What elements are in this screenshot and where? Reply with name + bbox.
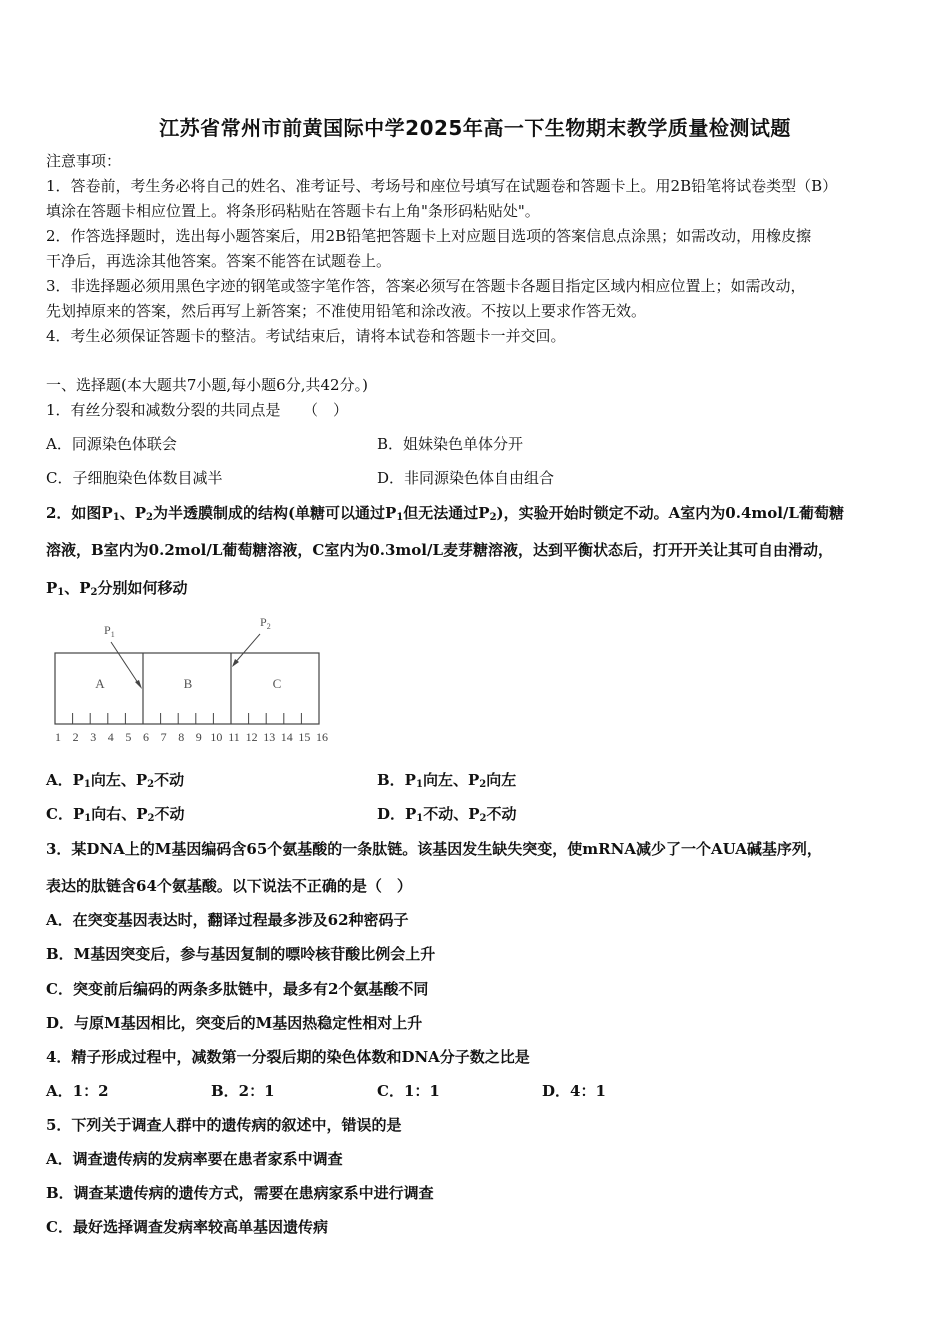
- option-d: D．$P_1$不动、$P_2$不动: [377, 805, 517, 824]
- question-stem: 2．如图$P_1$、$P_2$为半透膜制成的结构(单糖可以通过$P_1$但无法通过$P_2$)，实验开始时锁定不动。A室内为0.4mol/L葡萄糖: [46, 504, 844, 523]
- option-d: D．非同源染色体自由组合: [377, 469, 555, 487]
- ruler-number: 13: [263, 730, 276, 744]
- notice-line: 1．答卷前，考生务必将自己的姓名、准考证号、考场号和座位号填写在试题卷和答题卡上。用2B铅笔将试卷类型（B）: [46, 177, 838, 195]
- ruler-number: 4: [107, 730, 114, 744]
- ruler-number: 3: [90, 730, 97, 744]
- question-stem: 5．下列关于调查人群中的遗传病的叙述中，错误的是: [46, 1116, 402, 1134]
- ruler-number: 8: [178, 730, 185, 744]
- p1-label: $P_1$: [104, 623, 115, 639]
- notice-line: 干净后，再选涂其他答案。答案不能答在试题卷上。: [46, 252, 392, 270]
- ruler-number: 6: [143, 730, 149, 744]
- ruler-number: 9: [195, 730, 202, 744]
- option-a: A．1：2: [46, 1082, 109, 1100]
- ruler-number: 1: [55, 730, 61, 744]
- question-stem: $P_1$、$P_2$分别如何移动: [46, 579, 188, 598]
- p2-arrow: [234, 634, 260, 664]
- question-stem: 1．有丝分裂和减数分裂的共同点是 （ ）: [46, 401, 349, 419]
- option-c: C．最好选择调查发病率较高单基因遗传病: [46, 1218, 328, 1236]
- ruler-numbers: [55, 730, 328, 744]
- ruler-ticks: [73, 713, 302, 724]
- room-c-label: C: [272, 676, 282, 691]
- ruler-number: 5: [125, 730, 132, 744]
- membrane-chamber-diagram: [46, 610, 336, 750]
- option-b: B．M基因突变后，参与基因复制的嘌呤核苷酸比例会上升: [46, 945, 436, 963]
- room-a-label: A: [95, 676, 105, 691]
- p1-arrowhead: [135, 680, 142, 689]
- notice-line: 3．非选择题必须用黑色字迹的钢笔或签字笔作答，答案必须写在答题卡各题目指定区域内相应位置上；如需改动，: [46, 277, 806, 295]
- option-a: A．$P_1$向左、$P_2$不动: [46, 771, 185, 790]
- exam-title: 江苏省常州市前黄国际中学2025年高一下生物期末教学质量检测试题: [159, 116, 791, 140]
- ruler-number: 12: [245, 730, 258, 744]
- option-c: C．$P_1$向右、$P_2$不动: [46, 805, 185, 824]
- p2-label: $P_2$: [260, 615, 271, 631]
- question-stem: 表达的肽链含64个氨基酸。以下说法不正确的是（ ）: [46, 877, 412, 895]
- option-c: C．1：1: [377, 1082, 440, 1100]
- notice-line: 2．作答选择题时，选出每小题答案后，用2B铅笔把答题卡上对应题目选项的答案信息点涂黑；如需改动，用橡皮擦: [46, 227, 812, 245]
- option-c: C．子细胞染色体数目减半: [46, 469, 223, 487]
- notice-line: 填涂在答题卡相应位置上。将条形码粘贴在答题卡右上角"条形码粘贴处"。: [46, 202, 540, 220]
- option-d: D．与原M基因相比，突变后的M基因热稳定性相对上升: [46, 1014, 423, 1032]
- notice-line: 先划掉原来的答案，然后再写上新答案；不准使用铅笔和涂改液。不按以上要求作答无效。: [46, 302, 647, 320]
- ruler-number: 7: [160, 730, 167, 744]
- notice-heading: 注意事项：: [46, 152, 122, 170]
- option-b: B．2：1: [211, 1082, 275, 1100]
- question-stem: 3．某DNA上的M基因编码含65个氨基酸的一条肽链。该基因发生缺失突变，使mRNA减少了一个AUA碱基序列，: [46, 840, 822, 858]
- option-d: D．4：1: [542, 1082, 606, 1100]
- question-stem: 溶液，B室内为0.2mol/L葡萄糖溶液，C室内为0.3mol/L麦芽糖溶液，达到平衡状态后，打开开关让其可自由滑动，: [46, 541, 834, 559]
- ruler-number: 10: [210, 730, 223, 744]
- notice-line: 4．考生必须保证答题卡的整洁。考试结束后，请将本试卷和答题卡一并交回。: [46, 327, 566, 345]
- ruler-number: 15: [298, 730, 311, 744]
- ruler-number: 2: [72, 730, 79, 744]
- option-b: B．$P_1$向左、$P_2$向左: [377, 771, 517, 790]
- room-b-label: B: [183, 676, 193, 691]
- ruler-number: 14: [280, 730, 293, 744]
- question-stem: 4．精子形成过程中，减数第一分裂后期的染色体数和DNA分子数之比是: [46, 1048, 530, 1066]
- ruler-number: 11: [228, 730, 240, 744]
- option-b: B．调查某遗传病的遗传方式，需要在患病家系中进行调查: [46, 1184, 434, 1202]
- p1-arrow: [111, 642, 140, 686]
- option-c: C．突变前后编码的两条多肽链中，最多有2个氨基酸不同: [46, 980, 429, 998]
- option-a: A．在突变基因表达时，翻译过程最多涉及62种密码子: [46, 911, 409, 929]
- section-heading: 一、选择题(本大题共7小题,每小题6分,共42分。): [46, 376, 368, 394]
- ruler-number: 16: [316, 730, 328, 744]
- option-a: A．同源染色体联会: [46, 435, 177, 453]
- option-b: B．姐妹染色单体分开: [377, 435, 524, 453]
- option-a: A．调查遗传病的发病率要在患者家系中调查: [46, 1150, 343, 1168]
